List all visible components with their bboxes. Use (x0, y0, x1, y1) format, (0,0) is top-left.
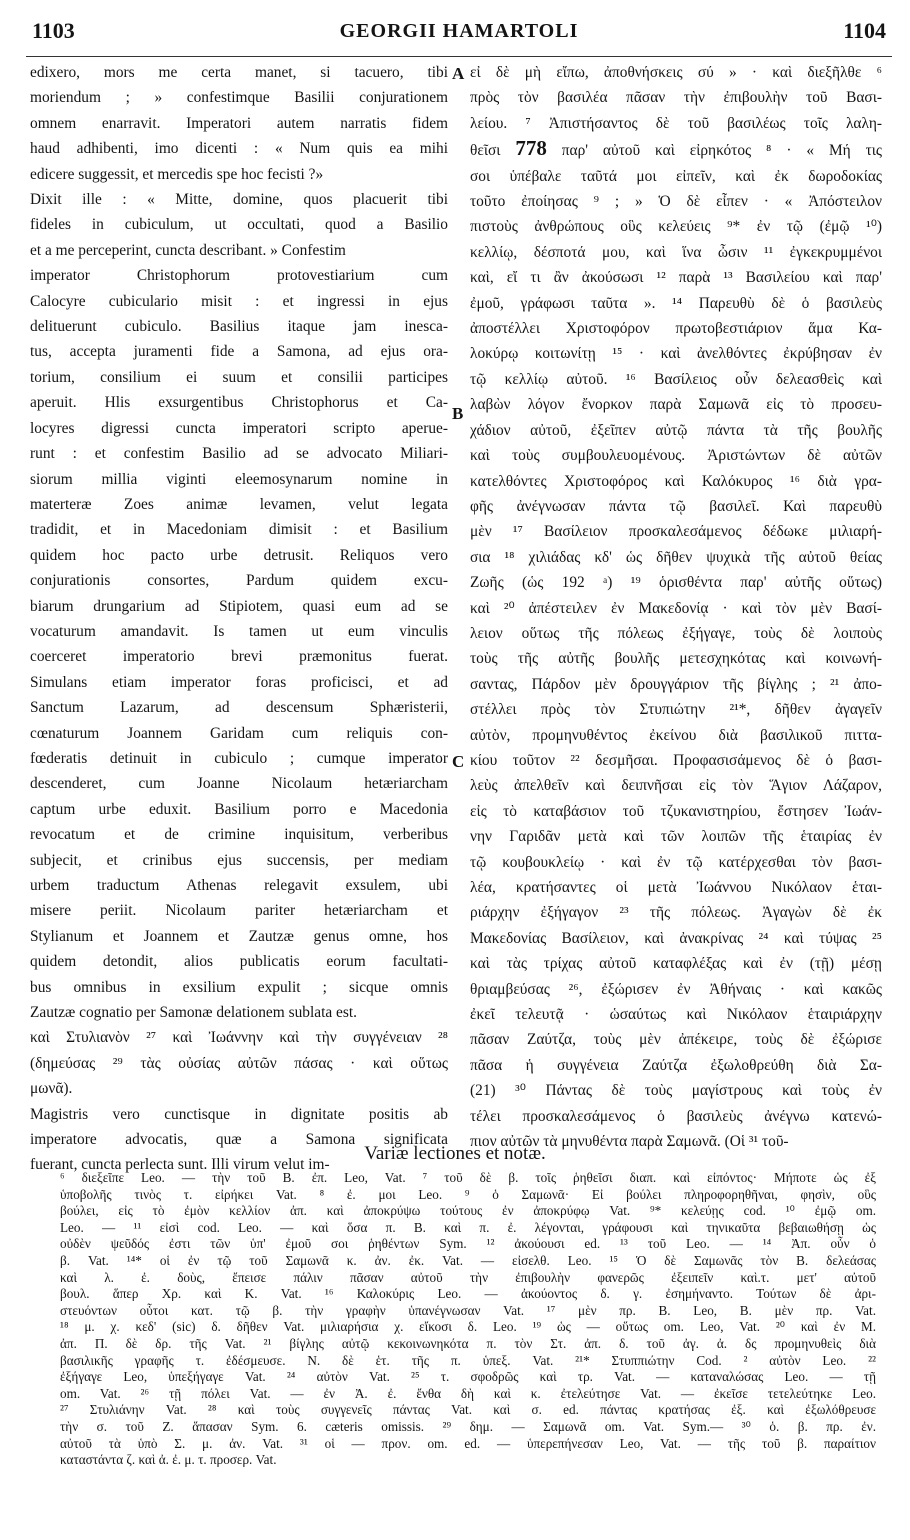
latin-line: Calocyre cubiculario misit : et ingressi in ejus (30, 292, 448, 310)
greek-line: εἰς τὸ καταβάσιον τοῦ τζυκανιστηρίου, ἔστησεν Ἰωάν- (470, 802, 882, 820)
greek-line: ἐμοῦ, γράφωσι ταῦτα ». ¹⁴ Παρευθὺ δὲ ὁ βασιλεὺς (470, 294, 882, 312)
greek-line: λαβὼν λόγον ἔνορκον παρὰ Σαμωνᾶ εἰς τὸ προσευ- (470, 396, 882, 414)
greek-column (470, 60, 882, 1154)
note-line: Leo. — ¹¹ εἰσὶ cod. Leo. — καὶ ὅσα π. Β. καὶ π. ἐ. λέγονται, γράφουσι καὶ τηνικαῦτα βεβαιωθήσῃ ὡς (60, 1219, 876, 1235)
latin-line: omnem enarravit. Imperatori autem narratis fidem (30, 114, 448, 132)
note-line: οὐδὲν ψεῦδός ἐστι τῶν ὑπ' ἐμοῦ σοι ῥηθέντων Sym. ¹² ἀκούουσι ed. ¹³ τοῦ Leo. — ¹⁴ Ἀπ. οὖν ὁ (60, 1236, 876, 1252)
greek-line: στέλλει πρὸς τὸν Στυπιώτην ²¹*, δῆθεν ἀγαγεῖν (470, 701, 882, 719)
greek-line: πρὸς τὸν βασιλέα πᾶσαν τὴν ἐπιβουλὴν τοῦ Βασι- (470, 89, 882, 107)
greek-line: πιστοὺς ἀνθρώπους οὓς κελεύεις ⁹* ἐν τῷ (ἐμῷ ¹⁰) (470, 218, 882, 236)
latin-line: misere periit. Nicolaum pariter hetæriarcham et (30, 902, 448, 920)
greek-line: κελλίῳ, δέσποτά μου, καὶ ἵνα ὦσιν ¹¹ ἐγκεκρυμμένοι (470, 243, 882, 261)
greek-line: φῆς ἀνέγνωσαν πάντα τῷ βασιλεῖ. Καὶ παρευθὺ (470, 497, 882, 515)
greek-line: λοκύρῳ κοιτωνίτῃ ¹⁵ · καὶ ἀνελθόντες ἐκρύβησαν ἐν (470, 345, 882, 363)
greek-line: (21) ³⁰ Πάντας δὲ τοὺς μαγίστρους καὶ τοὺς ἐν (470, 1082, 882, 1100)
greek-line: λείου. ⁷ Ἀπιστήσαντος δὲ τοῦ βασιλέως τοῖς λαλη- (470, 114, 882, 132)
latin-line: bus omnibus in exsilium expulit ; sicque omnis (30, 978, 448, 996)
note-line: ⁶ διεξεῖπε Leo. — τὴν τοῦ Β. ἐπ. Leo, Vat. ⁷ τοῦ δὲ β. τοῖς ῥηθεῖσι διαπ. καὶ εἰπόντος· Μήποτε ὡς ἐξ (60, 1170, 876, 1185)
note-line: ¹⁸ μ. χ. κεδ' (sic) δ. δῆθεν Vat. μιλιαρήσια χ. εἴκοσι δ. Leo. ¹⁹ ὡς — οὕτως om. Leo, Vat. ²⁰ καὶ ἐν Μ. (60, 1319, 876, 1335)
latin-line: quidem hoc pacto urbe detrusit. Reliquos vero (30, 546, 448, 564)
margin-letter-b: B (452, 404, 464, 423)
latin-line: coerceret imperatorio brevi præmonitus fuerat. (30, 648, 448, 666)
greek-line: κίου τοῦτον ²² δεσμῆσαι. Προφασισάμενος δὲ ὁ βασι- (470, 751, 882, 769)
greek-line: τοὺς τῆς αὐτῆς βουλῆς μετεσχηκότας καὶ κοινωνή- (470, 650, 882, 668)
latin-line: revocatum et de crimine inquisitum, verberibus (30, 826, 448, 844)
greek-line: Μακεδονίας Βασίλειον, καὶ ἀνακρίνας ²⁴ καὶ τύψας ²⁵ (470, 929, 882, 947)
latin-line: conjurationis consortes, Pardum quidem excu- (30, 572, 448, 590)
greek-line: σαντας, Πάρδον μὲν δρουγγάριον τῆς βίγλης ; ²¹ ἀπο- (470, 675, 882, 693)
greek-line: πᾶσα ἡ συγγένεια Ζαύτζα ἐξωλοθρεύθη διὰ Σα- (470, 1056, 882, 1074)
note-line: καὶ λ. ἐ. δοὺς, ἔπεισε πάλιν πᾶσαν αὐτοῦ τὴν ἐπιβουλὴν φανερῶς ἐξειπεῖν καὶ.τ. μετ' αὐτοῦ (60, 1269, 876, 1285)
greek-line: λειον οὕτως τῆς πόλεως ἐξήγαγε, τοὺς δὲ λοιποὺς (470, 624, 882, 642)
greek-line: μὲν ¹⁷ Βασίλειον προσκαλεσάμενος δέδωκε μιλιαρή- (470, 523, 882, 541)
latin-line: moriendum ; » confestimque Basilii conjurationem (30, 89, 448, 107)
latin-line: Sanctum Lazarum, ad descensum Sphæristerii, (30, 699, 448, 717)
latin-line: siorum millia viginti eleemosynarum nomine in (30, 470, 448, 488)
greek-line: Ζωῆς (ὡς 192 ᵃ) ¹⁹ ὁρισθέντα παρ' αὐτῆς οὕτως) (470, 574, 882, 592)
greek-line: θεῖσι 778 παρ' αὐτοῦ καὶ εἰρηκότος ⁸ · « Μή τις (470, 136, 882, 161)
latin-line: cœnaturum Joannem Garidam cum reliquis con- (30, 724, 448, 742)
latin-line: (δημεύσας ²⁹ τὰς οὐσίας αὐτῶν πάσας · καὶ οὕτως (30, 1054, 448, 1072)
note-line: ὑποβολῆς τινὸς τ. εἰρήκει Vat. ⁸ ἐ. μοι Leo. ⁹ ὁ Σαμωνᾶ· Εἰ βούλει πληροφορηθῆναι, φησὶν, οὓς (60, 1186, 876, 1202)
latin-line: delituerunt cubiculo. Basilius itaque jam inesca- (30, 318, 448, 336)
greek-line: σοι ὑπέβαλε ταῦτά μοι εἰπεῖν, καὶ ἐκ δωροδοκίας (470, 167, 882, 185)
greek-line: θριαμβεύσας ²⁶, ἐξώρισεν ἐν Ἀθήναις · καὶ κακῶς (470, 980, 882, 998)
note-line: βούλει, εἰς τὸ ἐμὸν κελλίον ἀπ. καὶ ἀποκρύψω τούτους ἐν ἀποκρύφῳ Vat. ⁹* κελεύῃς cod. ¹⁰ ἐμῷ om. (60, 1203, 876, 1219)
greek-line: πιον αὐτῶν τὰ μηνυθέντα παρὰ Σαμωνᾶ. (Οἱ ³¹ τοῦ- (470, 1133, 789, 1151)
greek-line: σια ¹⁸ χιλιάδας κδ' ὡς δῆθεν ψυχικὰ τῆς αὐτοῦ θείας (470, 548, 882, 566)
latin-column (30, 60, 448, 1178)
notes-title: Variæ lectiones et notæ. (364, 1143, 546, 1164)
greek-line: λεὺς ἀπελθεῖν καὶ δειπνῆσαι εἰς τὸν Ἅγιον Λάζαρον, (470, 777, 882, 795)
note-line: βουλ. ἅπερ Χρ. καὶ Κ. Vat. ¹⁶ Καλοκύρις Leo. — ἀκούοντος δ. γ. ἐσημήναντο. Τούτων δὲ ἀρι- (60, 1286, 876, 1302)
latin-line: captum urbe eduxit. Basilium porro e Macedonia (30, 800, 448, 818)
latin-line: imperatore advocatis, quæ a Samona significata (30, 1131, 448, 1149)
latin-line: descenderet, cum Joanne Nicolaum hetæriarcham (30, 775, 448, 793)
greek-line: τῷ κουβουκλείῳ · καὶ ἐν τῷ κατέρχεσθαι τὸν βασι- (470, 853, 882, 871)
note-line: β. Vat. ¹⁴* οἱ ἐν τῷ τοῦ Σαμωνᾶ κ. ἀν. ἐκ. Vat. — εἰσελθ. Leo. ¹⁵ Ὁ δὲ Σαμωνᾶς τὸν Β. δελεάσας (60, 1252, 876, 1268)
note-line: ²⁷ Στυλιάνην Vat. ²⁸ καὶ τοὺς συγγενεῖς πάντας Vat. καὶ σ. ed. πάντας κρατήσας ἐξ. καὶ ἐξωλόθρευσε (60, 1402, 876, 1418)
latin-line: tradidit, et in Macedoniam dimisit : et Basilium (30, 521, 448, 539)
greek-line: κατελθόντες Χριστοφόρος καὶ Καλόκυρος ¹⁶ διὰ γρα- (470, 472, 882, 490)
greek-line: τοῦτο ἐποίησας ⁹ ; » Ὁ δὲ εἶπεν · « Ἀπόστειλον (470, 193, 882, 211)
greek-line: καὶ, εἴ τι ἂν ἀκούσωσι ¹² παρὰ ¹³ Βασιλείου καὶ παρ' (470, 269, 882, 287)
greek-line: πᾶσαν Ζαύτζα, τοὺς μὲν ἀπέκειρε, τοὺς δὲ ἐξώρισε (470, 1031, 882, 1049)
latin-line: locyres digressi cuncta imperatori scripto aperue- (30, 419, 448, 437)
greek-line: καὶ ²⁰ ἀπέστειλεν ἐν Μακεδονίᾳ · καὶ τὸν μὲν Βασί- (470, 599, 882, 617)
greek-line: εἰ δὲ μὴ εἴπω, ἀποθνήσκεις σύ » · καὶ διεξῆλθε ⁶ (470, 64, 882, 81)
margin-letter-c: C (452, 752, 465, 771)
left-page-number: 1103 (32, 18, 75, 43)
latin-line: Dixit ille : « Mitte, domine, quos placuerit tibi (30, 191, 448, 209)
latin-line: Magistris vero cunctisque in dignitate positis ab (30, 1105, 448, 1123)
latin-line: fœderatis detinuit in cubiculo ; cumque imperator (30, 749, 448, 767)
note-line: ἐξήγαγε Leo, ὑπεξήγαγε Vat. ²⁴ αὐτὸν Vat. ²⁵ τ. σφοδρῶς καὶ τρ. Vat. — καταναλώσας Leo. — τῇ (60, 1369, 876, 1385)
latin-line: biarum drungarium ad Stipiotem, quasi eum ad se (30, 597, 448, 615)
latin-line: edixero, mors me certa manet, si tacuero, tibi (30, 64, 448, 81)
latin-line: edicere suggessit, et mercedis spe hoc fecisti ?» (30, 165, 324, 183)
note-line: ἀπ. Π. δὲ δρ. τῆς Vat. ²¹ βίγλης αὐτῷ κεκοινωνηκότα π. τὸν Στ. ἀπ. δ. τοῦ ἀγ. ἀ. δς προμηνυθεὶς διὰ (60, 1335, 876, 1351)
greek-line: αὐτὸν, προμηνυθέντος ἐκείνου διὰ βασιλικοῦ πιττα- (470, 726, 882, 744)
greek-line: τῷ κελλίῳ αὐτοῦ. ¹⁶ Βασίλειος οὖν δελεασθεὶς καὶ (470, 370, 882, 388)
latin-line: et a me perceperint, cuncta describant. » Confestim (30, 241, 346, 259)
running-title: GEORGII HAMARTOLI (339, 20, 579, 42)
latin-line: fideles in cubiculum, ut occultati, quod a Basilio (30, 216, 448, 234)
right-page-number: 1104 (843, 18, 886, 43)
latin-line: subjecit, et crinibus ejus succensis, per mediam (30, 851, 448, 869)
latin-line: καὶ Στυλιανὸν ²⁷ καὶ Ἰωάννην καὶ τὴν συγγένειαν ²⁸ (30, 1029, 448, 1047)
note-line: βασιλικῆς γραφῆς τ. ἐδέσμευσε. Ν. δὲ ἑτ. τῆς π. ὑπεξ. Vat. ²¹* Στυππιώτην Cod. ² αὐτὸν Leo. ²² (60, 1352, 876, 1368)
latin-line: torium, consilium ei suum et consilii participes (30, 368, 448, 386)
latin-line: urbem traductum Athenas relegavit exsulem, ubi (30, 877, 448, 894)
note-line: om. Vat. ²⁶ τῇ πόλει Vat. — ἐν Ἀ. ἐ. ἔνθα δὴ καὶ κ. ἐτελεύτησε Vat. — ἐκεῖσε τετελεύτηκε Leo. (60, 1385, 876, 1401)
latin-line: vocaturum amandavit. Is tamen ut eum vinculis (30, 622, 448, 640)
latin-line: imperator Christophorum protovestiarium cum (30, 267, 448, 285)
latin-line: Stylianum et Joannem et Zautzæ genus omne, hos (30, 927, 448, 945)
latin-line: Zautzæ cognatio per Samonæ delationem sublata est. (30, 1004, 357, 1022)
greek-line: λέα, κρατήσαντες οἱ μετὰ Ἰωάννου Νικόλαον ἑται- (470, 879, 882, 896)
greek-line: καὶ τοὺς συμβουλευομένους. Ἀριστώντων δὲ αὐτῶν (470, 447, 882, 465)
greek-line: τέλει προσκαλεσάμενος ὁ βασιλεὺς ἀνέγνω κατενώ- (470, 1107, 882, 1125)
page-marker: 778 (515, 136, 547, 161)
greek-line: ἀποστέλλει Χριστοφόρον πρωτοβεστιάριον ἅμα Κα- (470, 320, 882, 338)
latin-line: quidem detondit, alios publicatis eorum facultati- (30, 953, 448, 971)
greek-line: ἐκεῖ τελευτᾷ · ὡσαύτως καὶ Νικόλαον ἑταιριάρχην (470, 1006, 882, 1024)
note-line: στευόντων οὗτοι κατ. τῷ β. τὴν γραφὴν ὑπανέγνωσαν Vat. ¹⁷ μὲν πρ. Β. Leo, Β. μὲν πρ. Vat. (60, 1302, 876, 1318)
latin-line: fuerant, cuncta perlecta sunt. Illi virum velut im- (30, 1156, 330, 1174)
latin-line: Simulans etiam imperator foras proficisci, et ad (30, 673, 448, 691)
latin-line: μωνᾶ). (30, 1080, 73, 1098)
latin-line: tus, accepta juramenti fide a Samona, ad ejus ora- (30, 343, 448, 361)
variant-notes (60, 1170, 876, 1469)
greek-line: καὶ τὰς τρίχας αὐτοῦ καταφλέξας καὶ ἐν (τῇ) μέσῃ (470, 955, 882, 973)
greek-line: ριάρχην ἐξήγαγον ²³ τῆς πόλεως. Ἀγαγὼν δὲ ἐκ (470, 904, 882, 922)
running-header (26, 10, 892, 57)
margin-letter-a: A (452, 64, 465, 83)
note-line: καταστάντα ζ. καὶ ἀ. ἐ. μ. τ. προσερ. Vat. (60, 1452, 277, 1468)
latin-line: aperuit. Hlis exsurgentibus Christophorus et Ca- (30, 394, 448, 412)
greek-line: χάδιον αὐτοῦ, ἐξεῖπεν αὐτῷ πάντα τὰ τῆς βουλῆς (470, 421, 882, 439)
greek-line: νην Γαριδᾶν μετὰ καὶ τῶν λοιπῶν τῆς ἑταιρίας ἐν (470, 828, 882, 846)
note-line: αὐτοῦ τὰ ὑπὸ Σ. μ. ἀν. Vat. ³¹ οἱ — πρoν. om. ed. — ὑπερεπήνεσαν Leo, Vat. — τῆς τοῦ β. παραίτιον (60, 1435, 876, 1451)
latin-line: haud adhibenti, imo dicenti : « Num quis ea mihi (30, 140, 448, 158)
latin-line: runt : et confestim Basilio ad se advocato Miliari- (30, 445, 448, 463)
note-line: τὴν σ. τοῦ Ζ. ἅπασαν Sym. 6. cæteris omissis. ²⁹ δημ. — Σαμωνᾶ om. Vat. Sym.— ³⁰ ὁ. β. πρ. ἐν. (60, 1418, 876, 1434)
latin-line: materteræ Zoes animæ levamen, velut legata (30, 495, 448, 513)
